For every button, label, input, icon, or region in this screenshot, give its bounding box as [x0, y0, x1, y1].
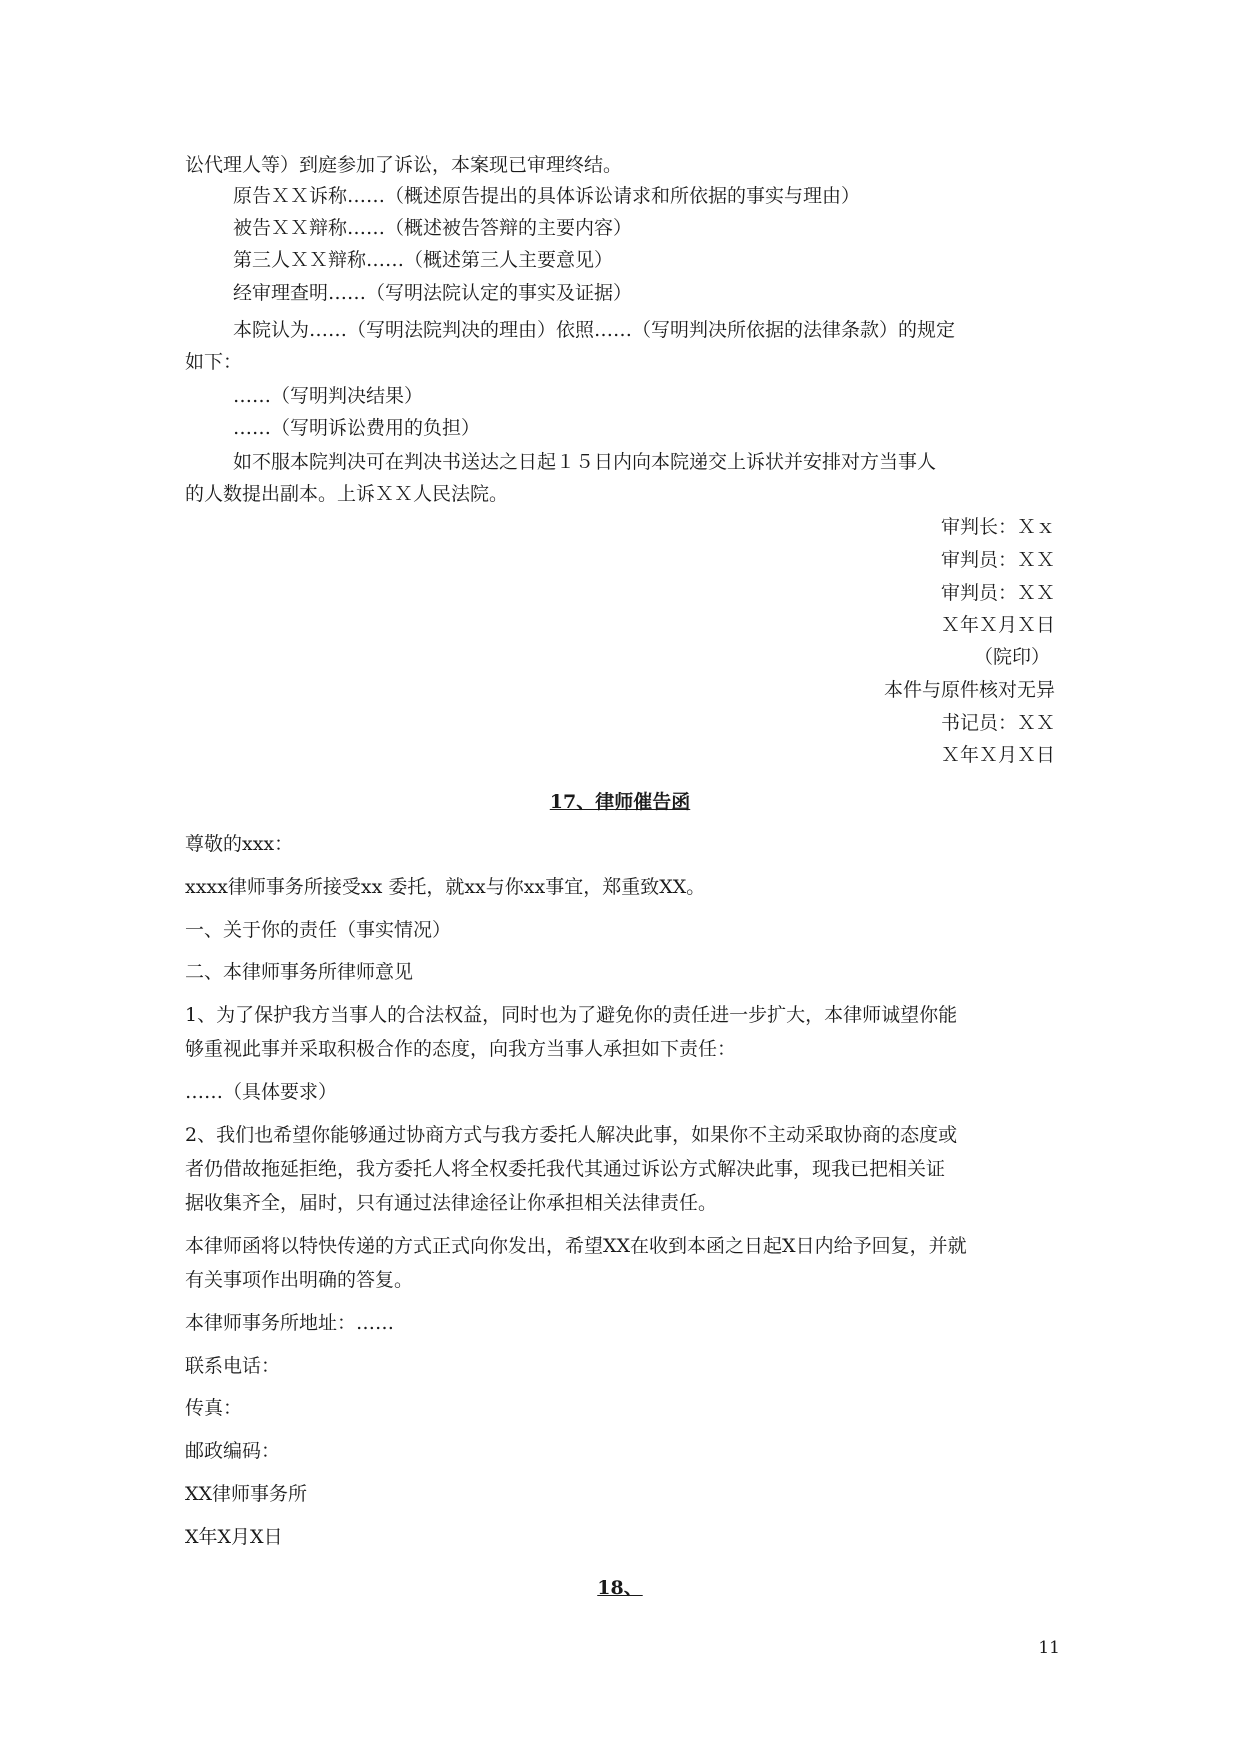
judgment-line-2: 原告ＸＸ诉称……（概述原告提出的具体诉讼请求和所依据的事实与理由） — [233, 185, 861, 207]
signature-judge-1: 审判员：ＸＸ — [940, 549, 1055, 571]
court-seal: （院印） — [973, 646, 1050, 668]
letter-line-2: xxxx律师事务所接受xx 委托，就xx与你xx事宜，郑重致XX。 — [185, 876, 706, 898]
letter-line-13: 本律师事务所地址：…… — [185, 1312, 395, 1334]
letter-line-9: 者仍借故拖延拒绝，我方委托人将全权委托我代其通过诉讼方式解决此事，现我已把相关证 — [185, 1158, 946, 1180]
judgment-line-3: 被告ＸＸ辩称……（概述被告答辩的主要内容） — [233, 217, 633, 239]
signature-date-2: Ｘ年Ｘ月Ｘ日 — [940, 744, 1055, 766]
letter-line-1: 尊敬的xxx： — [185, 833, 294, 855]
verified-note: 本件与原件核对无异 — [883, 679, 1055, 701]
letter-line-17: XX律师事务所 — [185, 1483, 308, 1505]
letter-line-8: 2、我们也希望你能够通过协商方式与我方委托人解决此事，如果你不主动采取协商的态度或 — [185, 1124, 958, 1146]
section-heading-17: 17、律师催告函 — [549, 791, 691, 813]
letter-line-4: 二、本律师事务所律师意见 — [185, 961, 414, 983]
judgment-line-7: 如下： — [185, 351, 243, 373]
judgment-line-11: 的人数提出副本。上诉ＸＸ人民法院。 — [185, 483, 509, 505]
judgment-line-1: 讼代理人等）到庭参加了诉讼，本案现已审理终结。 — [185, 154, 623, 176]
judgment-line-4: 第三人ＸＸ辩称……（概述第三人主要意见） — [233, 249, 614, 271]
signature-clerk: 书记员：ＸＸ — [940, 712, 1055, 734]
letter-line-14: 联系电话： — [185, 1355, 281, 1377]
judgment-line-6: 本院认为……（写明法院判决的理由）依照……（写明判决所依据的法律条款）的规定 — [233, 319, 956, 341]
letter-line-12: 有关事项作出明确的答复。 — [185, 1269, 414, 1291]
letter-line-18: X年X月X日 — [185, 1526, 283, 1548]
signature-chief-judge: 审判长：Ｘｘ — [940, 516, 1055, 538]
letter-line-11: 本律师函将以特快传递的方式正式向你发出，希望XX在收到本函之日起X日内给予回复，并就 — [185, 1235, 967, 1257]
letter-line-16: 邮政编码： — [185, 1440, 281, 1462]
letter-line-3: 一、关于你的责任（事实情况） — [185, 919, 452, 941]
letter-line-6: 够重视此事并采取积极合作的态度，向我方当事人承担如下责任： — [185, 1038, 737, 1060]
signature-date-1: Ｘ年Ｘ月Ｘ日 — [940, 614, 1055, 636]
judgment-line-8: ……（写明判决结果） — [233, 385, 424, 407]
signature-judge-2: 审判员：ＸＸ — [940, 582, 1055, 604]
letter-line-7: ……（具体要求） — [185, 1081, 338, 1103]
judgment-line-9: ……（写明诉讼费用的负担） — [233, 417, 481, 439]
judgment-line-5: 经审理查明……（写明法院认定的事实及证据） — [233, 282, 633, 304]
letter-line-5: 1、为了保护我方当事人的合法权益，同时也为了避免你的责任进一步扩大，本律师诚望你能 — [185, 1004, 958, 1026]
page-number: 11 — [1038, 1638, 1060, 1658]
letter-line-15: 传真： — [185, 1397, 243, 1419]
letter-line-10: 据收集齐全，届时，只有通过法律途径让你承担相关法律责任。 — [185, 1192, 718, 1214]
judgment-line-10: 如不服本院判决可在判决书送达之日起１５日内向本院递交上诉状并安排对方当事人 — [233, 451, 937, 473]
section-heading-18: 18、 — [597, 1577, 643, 1599]
